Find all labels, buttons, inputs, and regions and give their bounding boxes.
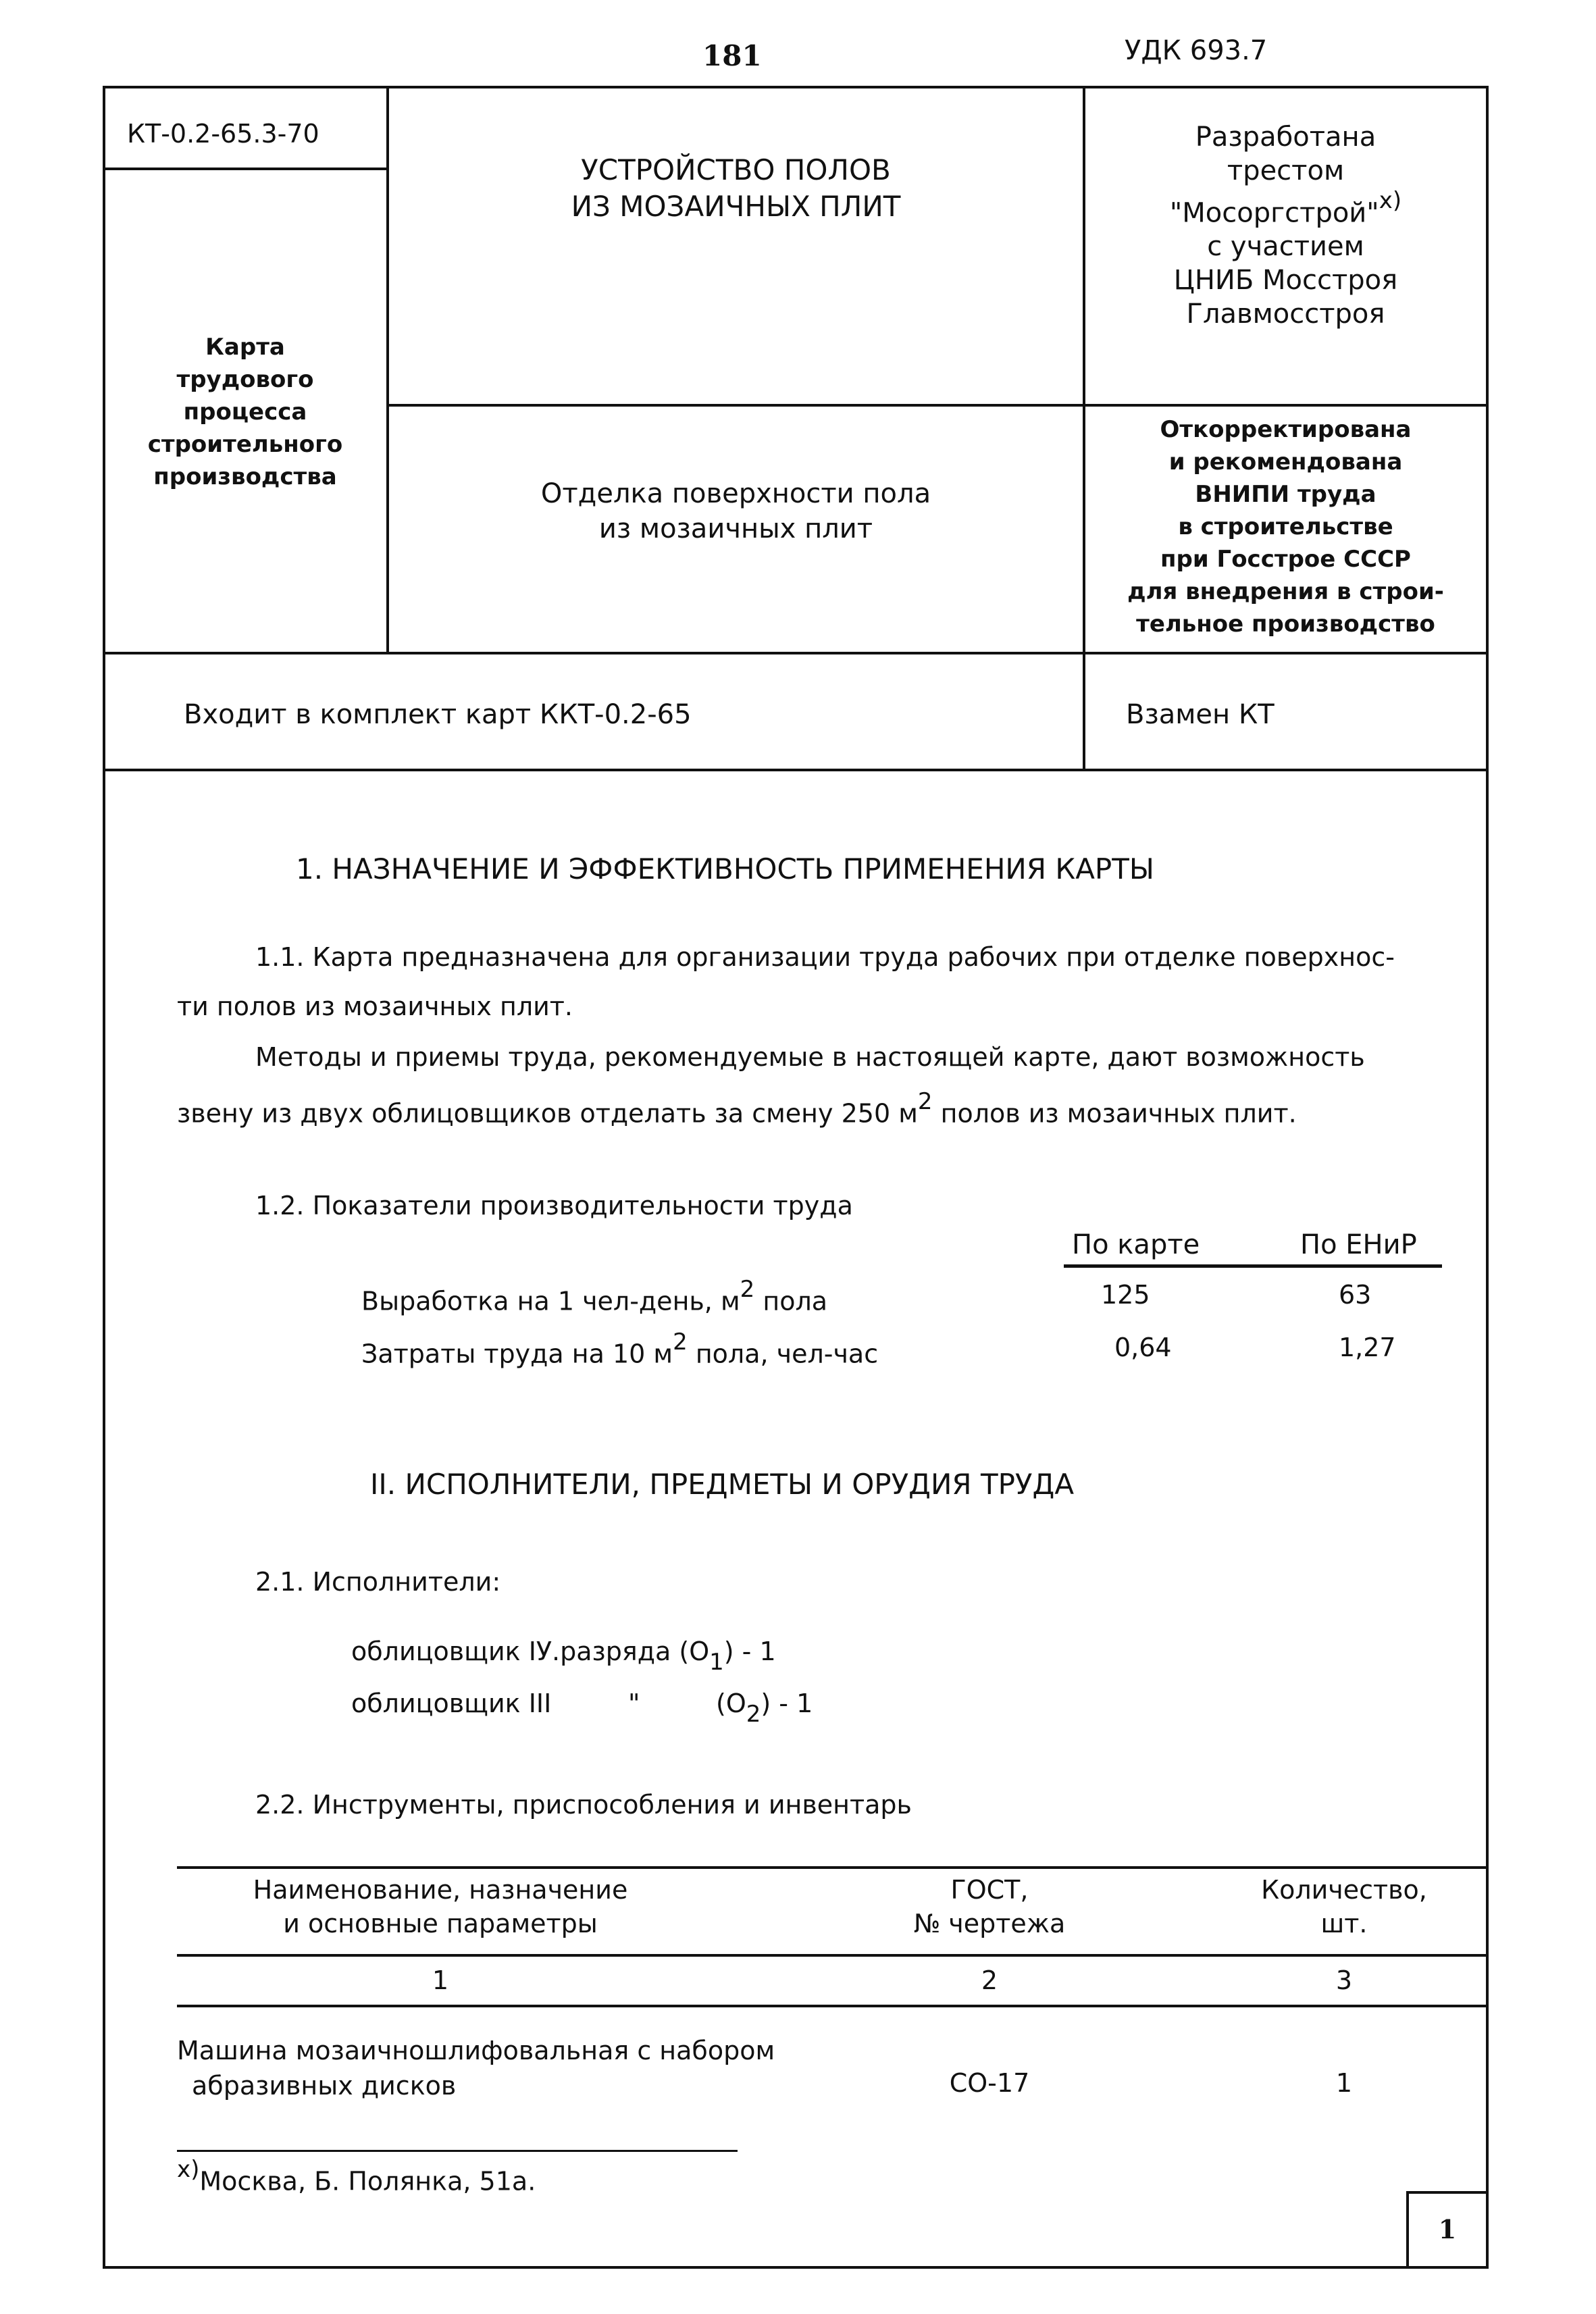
indicator-labor: Затраты труда на 10 $м^2$ пола, чел-час [361,1329,879,1369]
table-header-gost: ГОСТ, № чертежа [913,1875,1066,1938]
indicator-labor-enir: 1,27 [1339,1333,1396,1362]
section1-paragraph1-line1: 1.1. Карта предназначена для организации труда рабочих при отделке поверхнос- [255,942,1395,972]
developed-by: Разработана трестом "Мосоргстрой"$^{x)}$ с участием ЦНИБ Мосстроя Главмосстроя [1169,122,1402,330]
section1-heading: 1. НАЗНАЧЕНИЕ И ЭФФЕКТИВНОСТЬ ПРИМЕНЕНИЯ КАРТЫ [296,852,1154,885]
table-header-name: Наименование, назначение и основные параметры [253,1875,628,1938]
table-cell-gost: СО-17 [949,2068,1030,2098]
section1-paragraph3: 1.2. Показатели производительности труда [255,1191,853,1220]
section1-paragraph2-line2: звену из двух облицовщиков отделать за смену 250 $м^2$ полов из мозаичных плит. [177,1088,1297,1129]
sheet-number-box [1406,2191,1486,2269]
page-number: 181 [702,39,762,72]
worker-1: облицовщик IУ.разряда (О1) - 1 [351,1637,776,1676]
indicator-output: Выработка на 1 чел-день, $м^2$ пола [361,1276,828,1316]
table-cell-name: Машина мозаичношлифовальная с набором абразивных дисков [177,2036,775,2101]
col-by-card: По карте [1072,1229,1200,1260]
col-by-enir: По ЕНиР [1300,1229,1417,1260]
card-code: КТ-0.2-65.3-70 [127,119,319,149]
corrected-by: Откорректирована и рекомендована ВНИПИ труда в строительстве при Госстрое СССР для внедрения в строи- тельное производство [1127,416,1444,638]
table-cell-qty: 1 [1335,2068,1353,2098]
table-col-number-3: 3 [1335,1965,1353,1995]
indicator-output-enir: 63 [1339,1280,1372,1310]
footnote-mark: x) [177,2156,200,2183]
section2-paragraph2: 2.2. Инструменты, приспособления и инвентарь [255,1790,912,1820]
indicator-labor-card: 0,64 [1114,1333,1172,1362]
table-row [177,2033,1486,2107]
udk-code: УДК 693.7 [1125,35,1268,66]
section1-paragraph2-line1: Методы и приемы труда, рекомендуемые в настоящей карте, дают возможность [255,1042,1365,1072]
table-col-number-1: 1 [432,1965,449,1995]
card-title: УСТРОЙСТВО ПОЛОВ ИЗ МОЗАИЧНЫХ ПЛИТ [571,153,901,223]
indicators-underline [1064,1264,1442,1268]
section2-paragraph1: 2.1. Исполнители: [255,1567,501,1597]
set-info: Входит в комплект карт ККТ-0.2-65 [184,699,692,730]
ditto-mark: " [628,1689,640,1718]
indicator-output-card: 125 [1101,1280,1150,1310]
worker-2: облицовщик III " (О2) - 1 [351,1689,813,1728]
replaces-info: Взамен КТ [1126,699,1275,730]
section1-paragraph1-line2: ти полов из мозаичных плит. [177,992,573,1021]
table-col-number-2: 2 [981,1965,998,1995]
footnote-mark: x) [1379,187,1402,214]
sheet-number: 1 [1438,2214,1457,2244]
footnote-separator [177,2150,738,2152]
footnote: $^{x)}$Москва, Б. Полянка, 51а. [177,2156,536,2196]
card-type: Карта трудового процесса строительного производства [147,334,343,490]
section2-heading: II. ИСПОЛНИТЕЛИ, ПРЕДМЕТЫ И ОРУДИЯ ТРУДА [370,1468,1075,1501]
card-subtitle: Отделка поверхности пола из мозаичных плит [540,478,931,544]
table-header-qty: Количество, шт. [1261,1875,1427,1938]
